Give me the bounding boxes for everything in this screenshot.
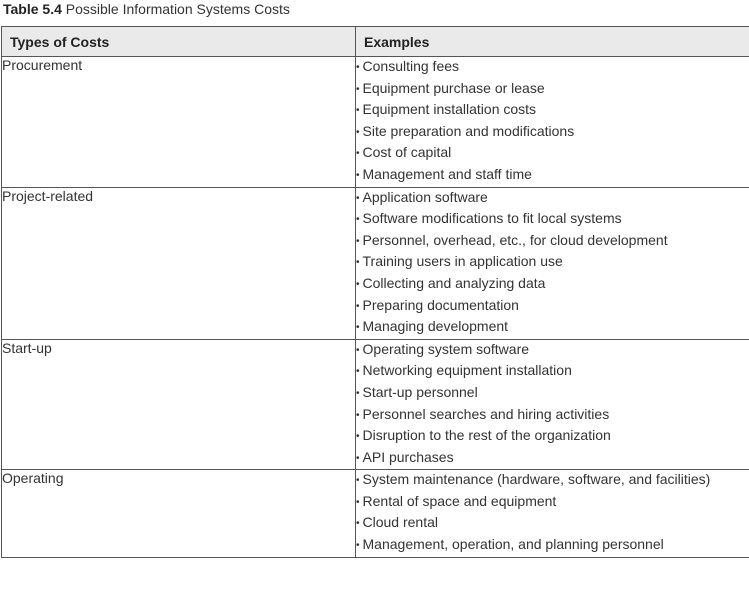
- examples-cell: [356, 470, 749, 557]
- list-item: • Cloud rental: [356, 513, 749, 535]
- table-caption: [3, 1, 290, 18]
- list-item: • Start-up personnel: [356, 383, 749, 405]
- list-item: • Personnel searches and hiring activities: [356, 405, 749, 427]
- list-item: • Equipment installation costs: [356, 100, 749, 122]
- caption-label: Table 5.4: [3, 1, 62, 17]
- list-item: • Networking equipment installation: [356, 361, 749, 383]
- list-item: • Equipment purchase or lease: [356, 79, 749, 101]
- cost-type-cell: Project-related: [2, 187, 356, 339]
- list-item: • Management and staff time: [356, 165, 749, 187]
- header-examples: Examples: [356, 27, 749, 57]
- table-row-start-up: [2, 339, 749, 470]
- table-row-procurement: [2, 57, 749, 188]
- list-item: • Training users in application use: [356, 252, 749, 274]
- examples-list: [356, 57, 749, 187]
- examples-list: [356, 188, 749, 339]
- cost-type-cell: Start-up: [2, 339, 356, 470]
- list-item: • API purchases: [356, 448, 749, 470]
- list-item: • Personnel, overhead, etc., for cloud development: [356, 231, 749, 253]
- examples-list: [356, 470, 749, 556]
- cost-type-cell: Procurement: [2, 57, 356, 188]
- list-item: • Site preparation and modifications: [356, 122, 749, 144]
- list-item: • Application software: [356, 188, 749, 210]
- examples-cell: [356, 57, 749, 188]
- list-item: • Management, operation, and planning personnel: [356, 535, 749, 557]
- list-item: • Software modifications to fit local systems: [356, 209, 749, 231]
- examples-list: [356, 340, 749, 470]
- cost-type-cell: Operating: [2, 470, 356, 557]
- list-item: • Preparing documentation: [356, 296, 749, 318]
- table-row-operating: [2, 470, 749, 557]
- list-item: • Rental of space and equipment: [356, 492, 749, 514]
- table-row-project-related: [2, 187, 749, 339]
- costs-table: [1, 26, 749, 558]
- examples-cell: [356, 187, 749, 339]
- header-row: [2, 27, 749, 57]
- examples-cell: [356, 339, 749, 470]
- list-item: • Managing development: [356, 317, 749, 339]
- list-item: • Collecting and analyzing data: [356, 274, 749, 296]
- list-item: • Disruption to the rest of the organization: [356, 426, 749, 448]
- header-types-of-costs: Types of Costs: [2, 27, 356, 57]
- list-item: • Consulting fees: [356, 57, 749, 79]
- list-item: • Operating system software: [356, 340, 749, 362]
- list-item: • System maintenance (hardware, software, and facilities): [356, 470, 749, 492]
- caption-text: Possible Information Systems Costs: [65, 1, 290, 17]
- list-item: • Cost of capital: [356, 143, 749, 165]
